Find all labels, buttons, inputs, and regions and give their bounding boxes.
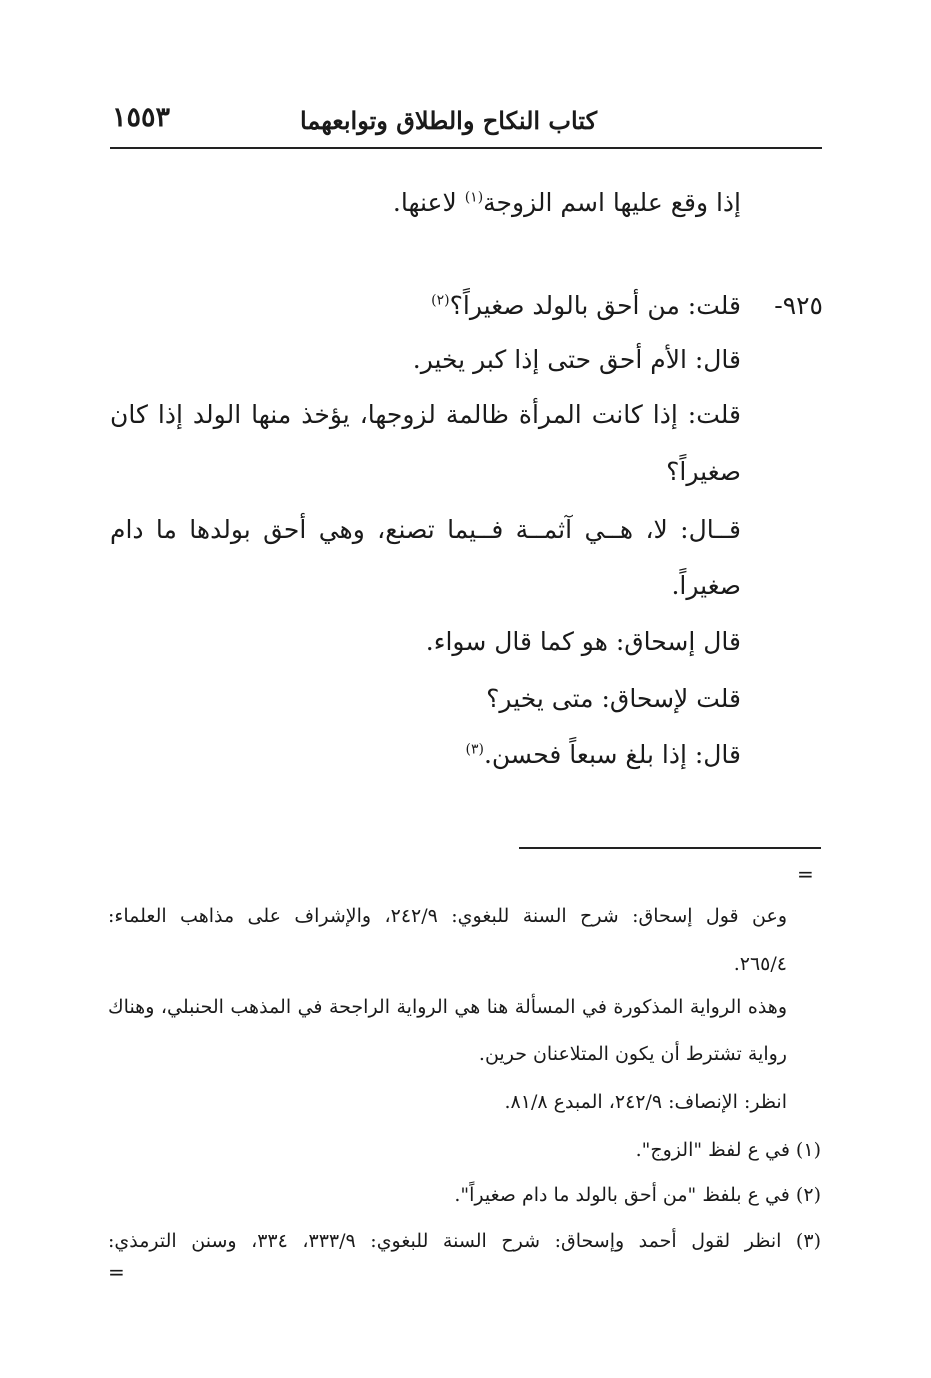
footnote-cont-line-2: ٢٦٥/٤. <box>733 953 787 975</box>
footnote-divider <box>519 847 821 849</box>
footnote-2: (٢) في ع بلفظ "من أحق بالولد ما دام صغيراً". <box>454 1184 821 1206</box>
question-1: قلت: من أحق بالولد صغيراً؟$^{(٢)}$ <box>431 291 741 320</box>
continuation-mark-top: = <box>797 862 814 886</box>
footnote-1: (١) في ع لفظ "الزوج". <box>635 1139 821 1161</box>
running-title: كتاب النكاح والطلاق وتوابعهما <box>300 106 597 135</box>
footnote-ref-2: (٢) <box>431 292 450 309</box>
footnote-cont-line-1: وعن قول إسحاق: شرح السنة للبغوي: ٢٤٢/٩، والإشراف على مذاهب العلماء: <box>108 905 787 927</box>
question-2-line-1: قلت: إذا كانت المرأة ظالمة لزوجها، يؤخذ منها الولد إذا كان <box>110 400 741 429</box>
page-header <box>110 100 822 144</box>
footnote-cont-line-3: وهذه الرواية المذكورة في المسألة هنا هي الرواية الراجحة في المذهب الحنبلي، وهناك <box>108 996 787 1018</box>
answer-2-line-2: صغيراً. <box>671 571 741 600</box>
footnote-cont-line-4: رواية تشترط أن يكون المتلاعنان حرين. <box>478 1043 787 1065</box>
question-3: قلت لإسحاق: متى يخير؟ <box>486 684 741 713</box>
answer-2-line-1: قــال: لا، هــي آثمــة فــيما تصنع، وهي أحق بولدها ما دام <box>110 515 741 544</box>
entry-number: ٩٢٥- <box>774 291 823 320</box>
header-divider <box>110 147 822 149</box>
body-line-1: إذا وقع عليها اسم الزوجة$^{(١)}$ لاعنها. <box>392 188 741 217</box>
answer-3: قال: إذا بلغ سبعاً فحسن.$^{(٣)}$ <box>465 740 741 769</box>
footnote-ref-1: (١) <box>464 189 484 206</box>
question-2-line-2: صغيراً؟ <box>666 457 741 486</box>
answer-1: قال: الأم أحق حتى إذا كبر يخير. <box>412 345 741 374</box>
continuation-mark-bottom: = <box>108 1260 125 1284</box>
page-number: ١٥٥٣ <box>112 102 171 133</box>
footnote-ref-3: (٣) <box>465 741 484 758</box>
ishaq-statement: قال إسحاق: هو كما قال سواء. <box>425 627 741 656</box>
footnote-3: (٣) انظر لقول أحمد وإسحاق: شرح السنة للبغوي: ٣٣٣/٩، ٣٣٤، وسنن الترمذي: <box>108 1230 821 1252</box>
footnote-cont-line-5: انظر: الإنصاف: ٢٤٢/٩، المبدع ٨١/٨. <box>504 1091 787 1113</box>
